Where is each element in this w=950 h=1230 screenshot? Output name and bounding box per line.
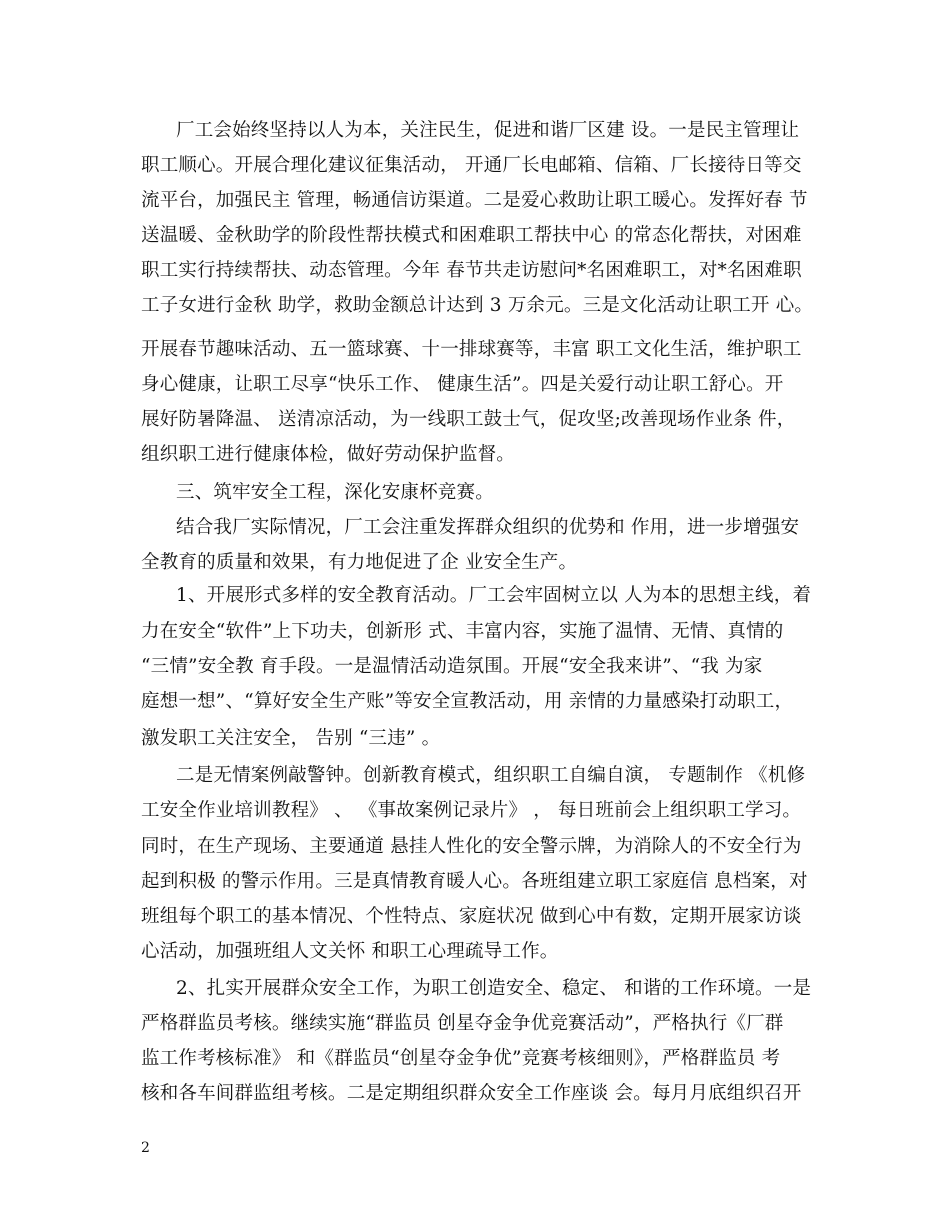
paragraph-line: 开展春节趣味活动、五一篮球赛、十一排球赛等，丰富 职工文化生活，维护职工	[141, 339, 802, 360]
paragraph-line: 心活动，加强班组人文关怀 和职工心理疏导工作。	[141, 941, 559, 962]
paragraph-line: 身心健康，让职工尽享“快乐工作、 健康生活”。四是关爱行动让职工舒心。开	[141, 374, 784, 395]
paragraph-line: 庭想一想”、“算好安全生产账”等安全宣教活动，用 亲情的力量感染打动职工，	[141, 691, 794, 712]
paragraph-line: 流平台，加强民主 管理，畅通信访渠道。二是爱心救助让职工暖心。发挥好春 节	[141, 190, 808, 211]
paragraph-line: 1、开展形式多样的安全教育活动。厂工会牢固树立以 人为本的思想主线，着	[176, 585, 812, 606]
paragraph-line: 厂工会始终坚持以人为本，关注民生，促进和谐厂区建 设。一是民主管理让	[176, 120, 800, 141]
paragraph-line: 组织职工进行健康体检，做好劳动保护监督。	[141, 444, 516, 465]
page-number: 2	[141, 1140, 150, 1156]
paragraph-line: 工安全作业培训教程》 、 《事故案例记录片》 ， 每日班前会上组织职工学习。	[141, 800, 802, 821]
paragraph-line: 核和各车间群监组考核。二是定期组织群众安全工作座谈 会。每月月底组织召开	[141, 1083, 802, 1104]
paragraph-line: 结合我厂实际情况，厂工会注重发挥群众组织的优势和 作用，进一步增强安	[176, 517, 800, 538]
paragraph-line: 监工作考核标准》 和《群监员“创星夺金争优”竞赛考核细则》，严格群监员 考	[141, 1048, 781, 1069]
paragraph-line: 2、扎实开展群众安全工作，为职工创造安全、稳定、 和谐的工作环境。一是	[176, 978, 812, 999]
paragraph-line: 同时，在生产现场、主要通道 悬挂人性化的安全警示牌，为消除人的不安全行为	[141, 836, 802, 857]
paragraph-line: 起到积极 的警示作用。三是真情教育暖人心。各班组建立职工家庭信 息档案，对	[141, 871, 808, 892]
paragraph-line: 激发职工关注安全， 告别 “三违” 。	[141, 728, 441, 749]
paragraph-line: 全教育的质量和效果，有力地促进了企 业安全生产。	[141, 552, 578, 573]
paragraph-line: 职工实行持续帮扶、动态管理。今年 春节共走访慰问*名困难职工，对*名困难职	[141, 260, 802, 281]
paragraph-line: 职工顺心。开展合理化建议征集活动， 开通厂长电邮箱、信箱、厂长接待日等交	[141, 155, 802, 176]
section-heading: 三、筑牢安全工程，深化安康杯竞赛。	[176, 482, 494, 503]
paragraph-line: 二是无情案例敲警钟。创新教育模式，组织职工自编自演， 专题制作 《机修	[176, 765, 806, 786]
paragraph-line: 力在安全“软件”上下功夫，创新形 式、丰富内容，实施了温情、无情、真情的	[141, 621, 784, 642]
paragraph-line: 工子女进行金秋 助学，救助金额总计达到 3 万余元。三是文化活动让职工开 心。	[141, 295, 814, 316]
paragraph-line: 送温暖、金秋助学的阶段性帮扶模式和困难职工帮扶中心 的常态化帮扶，对困难	[141, 225, 802, 246]
paragraph-line: “三情”安全教 育手段。一是温情活动造氛围。开展“安全我来讲”、“我 为家	[141, 656, 763, 677]
paragraph-line: 展好防暑降温、 送清凉活动，为一线职工鼓士气，促攻坚;改善现场作业条 件，	[141, 409, 796, 430]
paragraph-line: 班组每个职工的基本情况、个性特点、家庭状况 做到心中有数，定期开展家访谈	[141, 906, 802, 927]
paragraph-line: 严格群监员考核。继续实施“群监员 创星夺金争优竞赛活动”，严格执行《厂群	[141, 1013, 784, 1034]
